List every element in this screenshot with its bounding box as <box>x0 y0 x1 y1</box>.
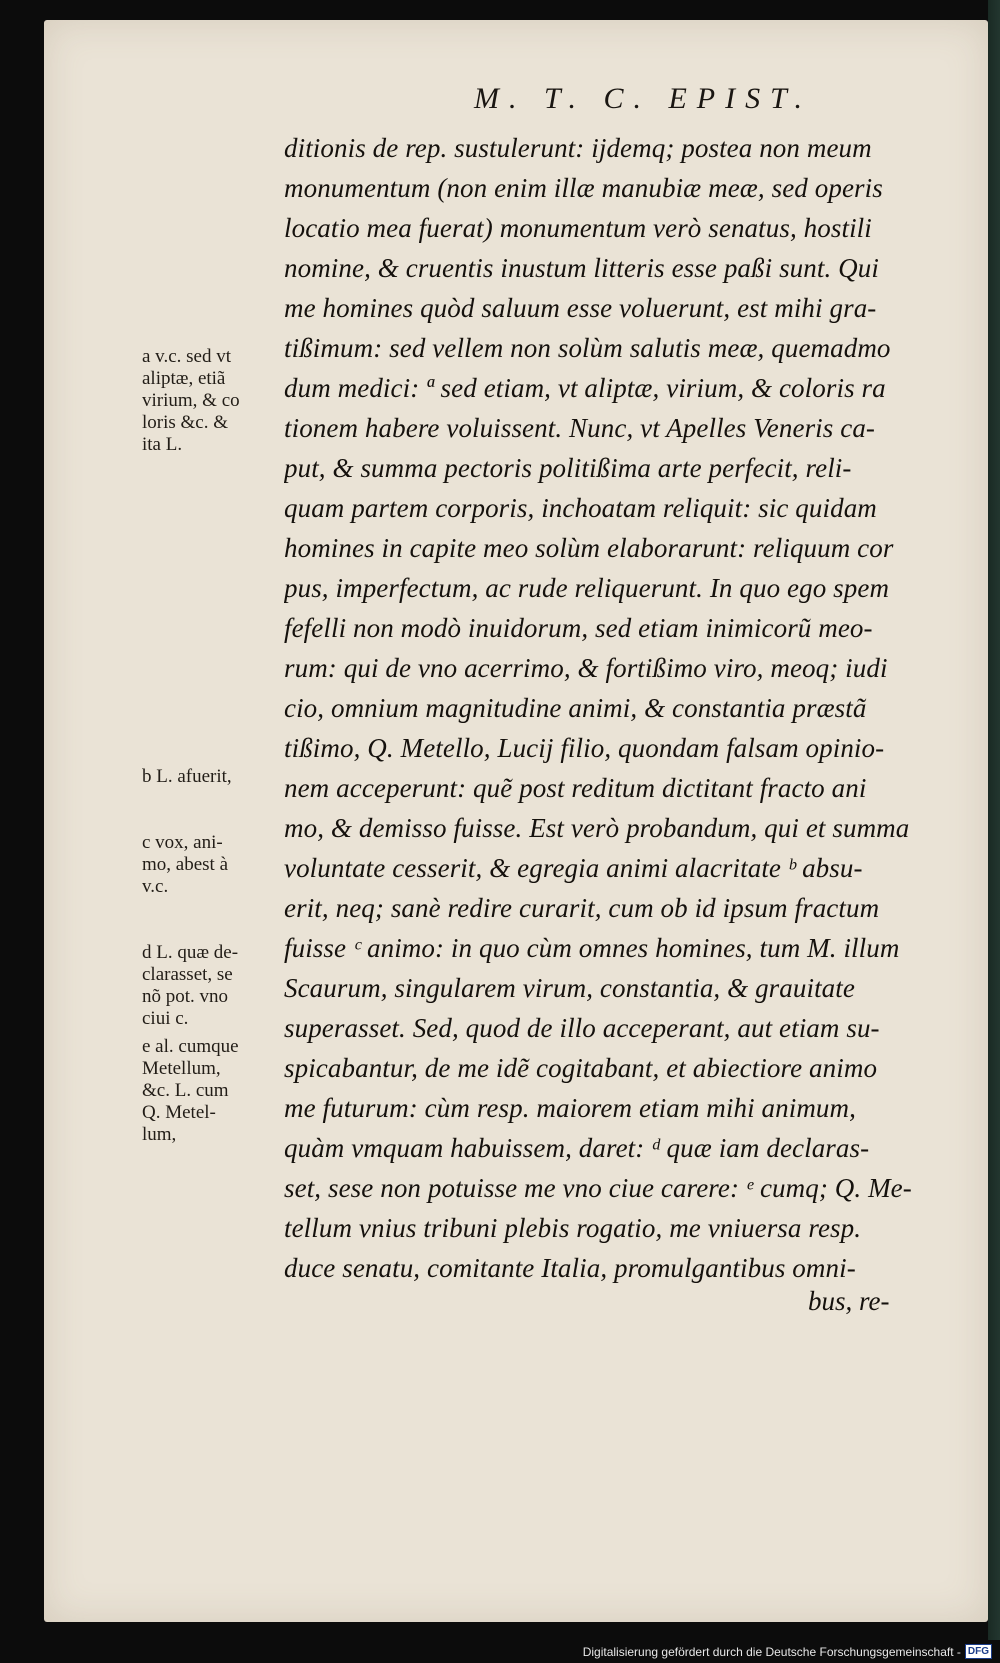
note-line: v.c. <box>142 876 169 897</box>
text-line: homines in capite meo solùm elaborarunt: reliquum cor <box>284 533 894 563</box>
note-line: &c. L. cum <box>142 1080 229 1101</box>
note-line: virium, & co <box>142 390 240 411</box>
note-line: aliptæ, etiã <box>142 368 226 389</box>
book-cover-edge <box>988 0 1000 1640</box>
text-line: nomine, & cruentis inustum litteris esse paßi sunt. Qui <box>284 253 879 283</box>
note-line: ciui c. <box>142 1008 189 1029</box>
text-line: quam partem corporis, inchoatam reliquit: sic quidam <box>284 493 877 523</box>
text-line: ditionis de rep. sustulerunt: ijdemq; postea non meum <box>284 133 872 163</box>
margin-note-e <box>142 1036 282 1146</box>
text-line: duce senatu, comitante Italia, promulgantibus omni- <box>284 1253 856 1283</box>
margin-note-d <box>142 942 282 1030</box>
text-line: fuisse ᶜ animo: in quo cùm omnes homines, tum M. illum <box>284 933 900 963</box>
text-line: me homines quòd saluum esse voluerunt, est mihi gra- <box>284 293 877 323</box>
text-line: superasset. Sed, quod de illo acceperant, aut etiam su- <box>284 1013 880 1043</box>
text-line: nem acceperunt: quẽ post reditum dictitant fracto ani <box>284 773 867 803</box>
digitization-footer <box>583 1644 992 1659</box>
text-line: mo, & demisso fuisse. Est verò probandum, qui et summa <box>284 813 910 843</box>
margin-note-b <box>142 766 282 788</box>
note-line: ita L. <box>142 434 183 455</box>
text-line: me futurum: cùm resp. maiorem etiam mihi animum, <box>284 1093 856 1123</box>
text-line: Scaurum, singularem virum, constantia, & grauitate <box>284 973 855 1003</box>
note-line: mo, abest à <box>142 854 229 875</box>
text-line: cio, omnium magnitudine animi, & constantia præstã <box>284 693 867 723</box>
note-line: Q. Metel- <box>142 1102 216 1123</box>
note-line: Metellum, <box>142 1058 221 1079</box>
text-line: put, & summa pectoris politißima arte perfecit, reli- <box>284 453 852 483</box>
dfg-logo-icon: DFG <box>965 1644 992 1659</box>
text-line: tißimum: sed vellem non solùm salutis meæ, quemadmo <box>284 333 891 363</box>
note-line: e al. cumque <box>142 1036 239 1057</box>
catchword: bus, re- <box>808 1286 890 1316</box>
note-line: c vox, ani- <box>142 832 223 853</box>
text-line: dum medici: ª sed etiam, vt aliptæ, virium, & coloris ra <box>284 373 886 403</box>
text-line: tißimo, Q. Metello, Lucij filio, quondam falsam opinio- <box>284 733 885 763</box>
body-text <box>284 128 974 1288</box>
text-line: monumentum (non enim illæ manubiæ meæ, sed operis <box>284 173 883 203</box>
note-line: b L. afuerit, <box>142 766 232 787</box>
text-line: tellum vnius tribuni plebis rogatio, me vniuersa resp. <box>284 1213 862 1243</box>
book-page <box>44 20 988 1622</box>
note-line: lum, <box>142 1124 177 1145</box>
text-line: voluntate cesserit, & egregia animi alacritate ᵇ absu- <box>284 853 863 883</box>
text-line: tionem habere voluissent. Nunc, vt Apelles Veneris ca- <box>284 413 876 443</box>
text-line: fefelli non modò inuidorum, sed etiam inimicorũ meo- <box>284 613 873 643</box>
text-line: quàm vmquam habuissem, daret: ᵈ quæ iam declaras- <box>284 1133 870 1163</box>
text-line: locatio mea fuerat) monumentum verò senatus, hostili <box>284 213 872 243</box>
running-head: M. T. C. EPIST. <box>474 82 813 115</box>
note-line: loris &c. & <box>142 412 229 433</box>
note-line: d L. quæ de- <box>142 942 239 963</box>
note-line: a v.c. sed vt <box>142 346 231 367</box>
margin-note-a <box>142 346 282 456</box>
footer-text: Digitalisierung gefördert durch die Deutsche Forschungsgemeinschaft - <box>582 1644 961 1659</box>
text-line: erit, neq; sanè redire curarit, cum ob id ipsum fractum <box>284 893 880 923</box>
note-line: nõ pot. vno <box>142 986 229 1007</box>
margin-note-c <box>142 832 282 898</box>
note-line: clarasset, se <box>142 964 233 985</box>
text-line: set, sese non potuisse me vno ciue carere: ᵉ cumq; Q. Me- <box>284 1173 912 1203</box>
text-line: spicabantur, de me idẽ cogitabant, et abiectiore animo <box>284 1053 878 1083</box>
text-line: pus, imperfectum, ac rude reliquerunt. In quo ego spem <box>284 573 890 603</box>
text-line: rum: qui de vno acerrimo, & fortißimo viro, meoq; iudi <box>284 653 888 683</box>
